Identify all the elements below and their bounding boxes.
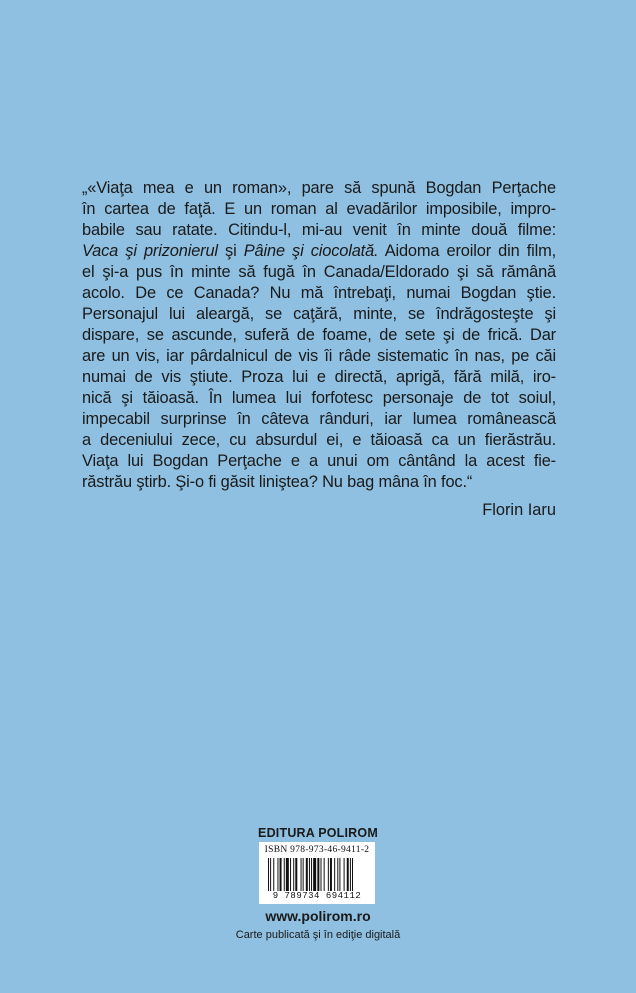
barcode-bar [280,858,282,891]
barcode-bar [337,858,338,891]
blurb-line: are un vis, iar pârdalnicul de vis îi râde sistematic în nas, pe căi [82,347,556,365]
ean-digits: 9 789734 694112 [272,891,362,901]
barcode-bar [311,858,312,891]
barcode-bar [303,858,304,891]
blurb-line: numai de vis ştiute. Proza lui e directă, aprigă, fără milă, iro- [82,368,556,386]
blurb-line: „«Viaţa mea e un roman», pare să spună Bogdan Perţache [82,179,556,197]
barcode-bar [290,858,291,891]
barcode-bar [344,858,345,891]
barcode-bar [309,858,310,891]
barcode-bar [328,858,329,891]
blurb-line-with-film-titles [82,241,556,262]
barcode-bar [350,858,351,891]
barcode-bar [321,858,322,891]
barcode-bars [268,858,366,891]
back-cover-blurb [82,178,556,493]
barcode-bar [286,858,289,891]
blurb-line: Viaţa lui Bogdan Perţache e a unui om cântând la acest fie- [82,452,556,470]
barcode-bar [293,858,294,891]
barcode-bar [301,858,302,891]
barcode-bar [330,858,332,891]
barcode-bar [295,858,297,891]
blurb-line: răstrău ştirb. Şi-o fi găsit liniştea? Nu bag mâna în foc.“ [82,473,473,491]
publisher-website: www.polirom.ro [265,908,371,924]
blurb-line: nică şi tăioasă. În lumea lui forfotesc personaje de tot soiul, [82,389,556,407]
blurb-author: Florin Iaru [482,501,556,519]
blurb-line-rest: Aidoma eroilor din film, [378,242,556,260]
barcode-bar [339,858,340,891]
blurb-line: el şi-a pus în minte să fugă în Canada/Eldorado şi să rămână [82,263,556,281]
barcode-bar [352,858,353,891]
barcode-bar [347,858,349,891]
barcode-bar [306,858,308,891]
barcode-bar [284,858,285,891]
blurb-line: babile sau ratate. Citindu-l, mi-au venit în minte două filme: [82,221,556,239]
barcode-bar [268,858,269,891]
barcode-bar [277,858,278,891]
barcode-bar [270,858,271,891]
barcode-bar [317,858,319,891]
publisher-name: EDITURA POLIROM [258,826,378,840]
blurb-line: a deceniului zece, cu absurdul ei, e tăioasă ca un fierăstrău. [82,431,556,449]
film-title: Pâine şi ciocolată. [243,242,379,260]
title-joiner: şi [217,242,244,260]
film-title: Vaca şi prizonierul [82,242,218,260]
blurb-line: impecabil surprinse în câteva rânduri, iar lumea românească [82,410,556,428]
barcode-bar [334,858,335,891]
isbn-barcode [259,842,375,904]
barcode-bar [273,858,274,891]
barcode-bar [313,858,316,891]
blurb-line: în cartea de faţă. E un roman al evadărilor imposibile, impro- [82,200,556,218]
digital-edition-note: Carte publicată şi în ediţie digitală [235,929,401,941]
barcode-bar [324,858,325,891]
blurb-line: dispare, se ascunde, suferă de foame, de sete şi de frică. Dar [82,326,556,344]
blurb-line: acolo. De ce Canada? Nu mă întrebaţi, numai Bogdan ştie. [82,284,556,302]
blurb-line: Personajul lui aleargă, se caţără, minte, se îndrăgosteşte şi [82,305,556,323]
isbn-number: ISBN 978-973-46-9411-2 [264,845,370,855]
